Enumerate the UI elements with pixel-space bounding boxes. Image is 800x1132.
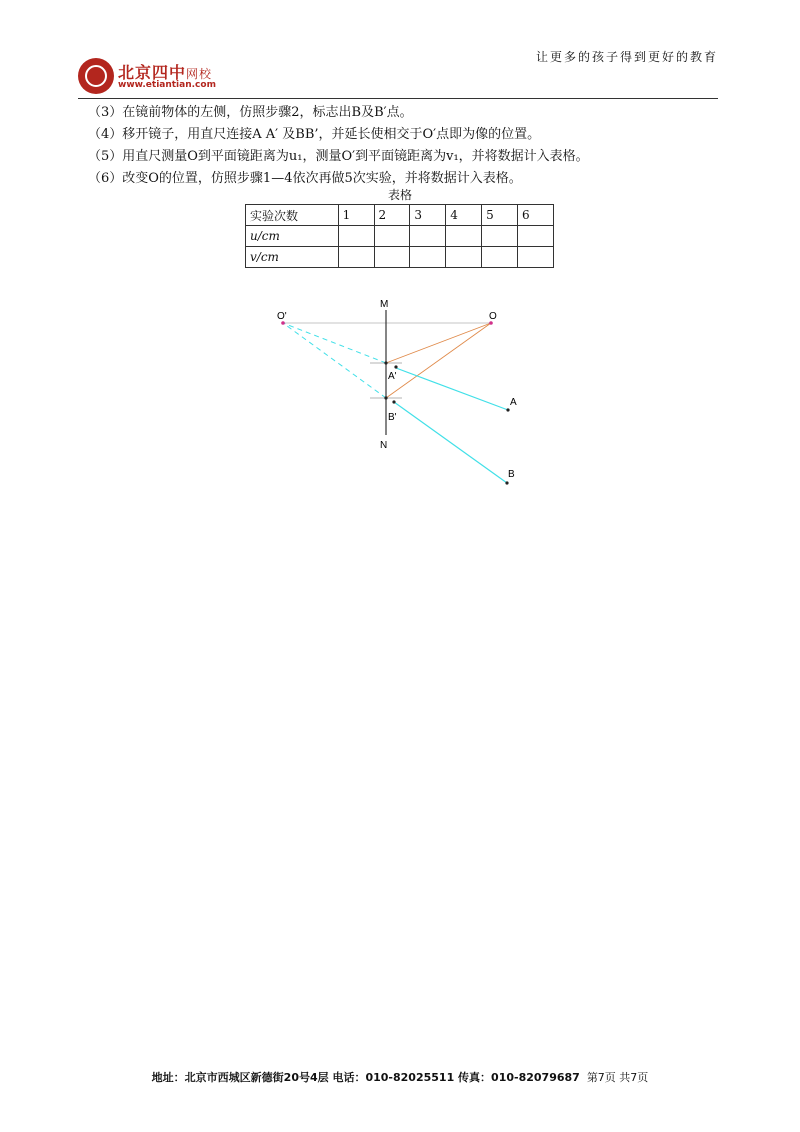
table-cell (374, 247, 410, 268)
table-col-header: 4 (446, 205, 482, 226)
header-slogan: 让更多的孩子得到更好的教育 (535, 50, 718, 64)
table-col-header: 2 (374, 205, 410, 226)
point-b-prime (392, 400, 395, 403)
label-a-prime: A' (388, 371, 397, 382)
data-table (245, 204, 554, 268)
table-cell (410, 247, 446, 268)
label-o-prime: O' (277, 311, 287, 322)
mirror-diagram (260, 290, 540, 495)
table-col-header: 3 (410, 205, 446, 226)
orange-ray-o-to-b (386, 323, 491, 398)
point-mirror-b (384, 396, 387, 399)
logo-emblem-icon (78, 58, 114, 94)
table-cell (482, 247, 518, 268)
step-5: （5）用直尺测量O到平面镜距离为u₁，测量O′到平面镜距离为v₁，并将数据计入表格。 (88, 149, 589, 164)
table-caption: 表格 (387, 188, 412, 202)
table-row-label-u: u/cm (246, 226, 339, 247)
point-a-prime (394, 365, 397, 368)
table-cell (518, 226, 554, 247)
label-o: O (489, 311, 497, 322)
step-4: （4）移开镜子，用直尺连接A A′ 及BB’，并延长使相交于O′点即为像的位置。 (88, 127, 541, 142)
cyan-ray-b (394, 402, 507, 483)
table-cell (410, 226, 446, 247)
logo (78, 58, 248, 98)
data-table-section (245, 187, 555, 268)
dashed-extension-b (283, 323, 386, 398)
cyan-ray-a (396, 368, 508, 410)
table-cell (518, 247, 554, 268)
page-header (78, 40, 718, 100)
point-a (506, 408, 509, 411)
orange-ray-o-to-a (386, 323, 491, 363)
table-cell (446, 247, 482, 268)
label-m: M (380, 299, 389, 310)
logo-url: www.etiantian.com (118, 80, 216, 90)
table-header-label: 实验次数 (246, 205, 339, 226)
table-header-row (246, 205, 554, 226)
table-cell (338, 247, 374, 268)
step-3: （3）在镜前物体的左侧，仿照步骤2，标志出B及B′点。 (88, 105, 413, 120)
header-divider (78, 98, 718, 99)
label-n: N (380, 440, 388, 451)
label-a: A (510, 397, 517, 408)
step-6: （6）改变O的位置，仿照步骤1—4依次再做5次实验，并将数据计入表格。 (88, 171, 522, 186)
dashed-extension-a (283, 323, 386, 363)
label-b: B (508, 469, 515, 480)
footer-address: 地址：北京市西城区新德街20号4层 电话：010-82025511 传真：010-82079687 (151, 1071, 580, 1084)
logo-text: 北京四中网校 (118, 63, 213, 82)
point-b (505, 481, 508, 484)
table-cell (446, 226, 482, 247)
table-col-header: 5 (482, 205, 518, 226)
table-row (246, 226, 554, 247)
label-b-prime: B' (388, 412, 397, 423)
table-row (246, 247, 554, 268)
footer-page-number: 第7页 共7页 (586, 1071, 649, 1084)
table-row-label-v: v/cm (246, 247, 339, 268)
point-mirror-a (384, 361, 387, 364)
table-col-header: 1 (338, 205, 374, 226)
table-col-header: 6 (518, 205, 554, 226)
table-cell (338, 226, 374, 247)
steps-list (88, 102, 718, 190)
page-footer (0, 1069, 800, 1085)
table-cell (374, 226, 410, 247)
table-cell (482, 226, 518, 247)
